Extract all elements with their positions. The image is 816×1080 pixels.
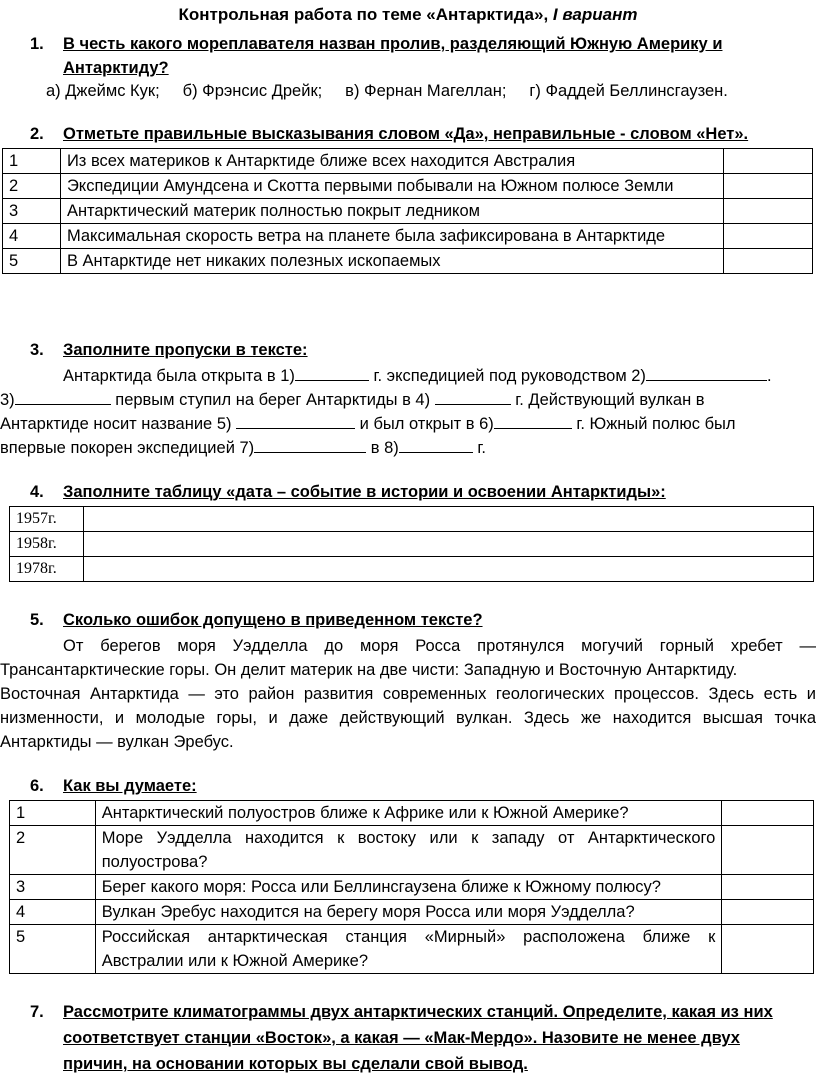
- text-fragment: г. экспедицией под руководством 2): [368, 367, 646, 385]
- q7-number: 7.: [30, 1003, 44, 1021]
- title-main: Контрольная работа по теме «Антарктида»,: [178, 5, 549, 24]
- q7-question-line1: Рассмотрите климатограммы двух антарктических станций. Определите, какая из них: [63, 1003, 773, 1021]
- row-number: 1: [3, 149, 61, 174]
- question-line: Берег какого моря: Росса или Беллинсгаузена ближе к Южному полюсу?: [101, 878, 661, 896]
- text-fragment: 3): [0, 391, 15, 409]
- text-fragment: в 8): [366, 439, 399, 457]
- table-row: [10, 507, 814, 532]
- text-fragment: г. Южный полюс был: [571, 415, 736, 433]
- q1-question-line1: В честь какого мореплавателя назван пролив, разделяющий Южную Америку и: [63, 35, 723, 53]
- statement: Экспедиции Амундсена и Скотта первыми побывали на Южном полюсе Земли: [60, 174, 723, 199]
- blank-1[interactable]: [295, 364, 369, 381]
- answer-cell[interactable]: [722, 875, 814, 900]
- question-line: Антарктический полуостров ближе к Африке или к Южной Америке?: [101, 804, 629, 822]
- blank-5[interactable]: [236, 412, 355, 429]
- row-number: 1: [10, 801, 96, 826]
- q5-text-line2: Трансантарктические горы. Он делит материк на две чисти: Западную и Восточную Антарктиду.: [0, 661, 738, 679]
- text-fragment: Антарктида была открыта в 1): [63, 367, 295, 385]
- table-row: [10, 557, 814, 582]
- question-line: Российская антарктическая станция «Мирный» расположена ближе к: [101, 928, 716, 946]
- question-cell: [95, 801, 722, 826]
- q6-question: Как вы думаете:: [63, 777, 197, 795]
- q7-question-line3: причин, на основании которых вы сделали свой вывод.: [63, 1055, 528, 1073]
- statement: Максимальная скорость ветра на планете была зафиксирована в Антарктиде: [60, 224, 723, 249]
- q3-number: 3.: [30, 341, 44, 359]
- q1-options: а) Джеймс Кук; б) Фрэнсис Дрейк; в) Фернан Магеллан; г) Фаддей Беллинсгаузен.: [46, 82, 728, 100]
- table-row: [10, 801, 814, 826]
- row-number: 2: [3, 174, 61, 199]
- q5-text-line5: Антарктиды — вулкан Эребус.: [0, 733, 234, 751]
- q7-question-line2: соответствует станции «Восток», а какая — «Мак-Мердо». Назовите не менее двух: [63, 1029, 740, 1047]
- answer-cell[interactable]: [722, 826, 814, 875]
- text-fragment: .: [766, 367, 772, 385]
- q4-question: Заполните таблицу «дата – событие в истории и освоении Антарктиды»:: [63, 483, 666, 501]
- text-fragment: и был открыт в 6): [355, 415, 494, 433]
- q4-number: 4.: [30, 483, 44, 501]
- table-row: [3, 149, 813, 174]
- question-cell: [95, 925, 722, 974]
- row-number: 3: [3, 199, 61, 224]
- row-number: 2: [10, 826, 96, 875]
- q3-text-line1: [63, 364, 816, 388]
- q1-number: 1.: [30, 35, 44, 53]
- question-line: Вулкан Эребус находится на берегу моря Росса или моря Уэдделла?: [101, 903, 635, 921]
- title-variant: I вариант: [552, 5, 638, 24]
- q2-number: 2.: [30, 125, 44, 143]
- answer-cell[interactable]: [724, 249, 813, 274]
- table-row: [10, 826, 814, 875]
- question-cell: [95, 875, 722, 900]
- statement: Из всех материков к Антарктиде ближе всех находится Австралия: [60, 149, 723, 174]
- question-line: Море Уэдделла находится к востоку или к западу от Антарктического: [101, 829, 716, 847]
- q2-table: [2, 148, 813, 274]
- blank-4[interactable]: [435, 388, 511, 405]
- text-fragment: г.: [472, 439, 486, 457]
- answer-cell[interactable]: [722, 925, 814, 974]
- date-cell: 1978г.: [10, 557, 84, 582]
- date-cell: 1958г.: [10, 532, 84, 557]
- q6-table: [9, 800, 814, 974]
- event-cell[interactable]: [83, 557, 813, 582]
- blank-8[interactable]: [399, 436, 473, 453]
- q5-text-line4: низменности, и молодые горы, и даже действующий вулкан. Здесь же находится высшая точка: [0, 709, 816, 727]
- question-line: полуострова?: [101, 853, 208, 871]
- page-title: [0, 5, 816, 25]
- row-number: 4: [10, 900, 96, 925]
- table-row: [3, 174, 813, 199]
- answer-cell[interactable]: [724, 199, 813, 224]
- event-cell[interactable]: [83, 532, 813, 557]
- table-row: [3, 224, 813, 249]
- question-cell: [95, 900, 722, 925]
- row-number: 5: [10, 925, 96, 974]
- table-row: [10, 532, 814, 557]
- table-row: [3, 249, 813, 274]
- table-row: [3, 199, 813, 224]
- statement: Антарктический материк полностью покрыт ледником: [60, 199, 723, 224]
- row-number: 3: [10, 875, 96, 900]
- text-fragment: г. Действующий вулкан в: [510, 391, 705, 409]
- q5-question: Сколько ошибок допущено в приведенном тексте?: [63, 611, 483, 629]
- row-number: 5: [3, 249, 61, 274]
- answer-cell[interactable]: [722, 900, 814, 925]
- q3-text-line2: [0, 388, 816, 412]
- blank-2[interactable]: [646, 364, 767, 381]
- q5-text-line1: От берегов моря Уэдделла до моря Росса протянулся могучий горный хребет —: [63, 637, 816, 655]
- row-number: 4: [3, 224, 61, 249]
- answer-cell[interactable]: [724, 174, 813, 199]
- q1-question-line2: Антарктиду?: [63, 59, 169, 77]
- q3-question: Заполните пропуски в тексте:: [63, 341, 308, 359]
- text-fragment: первым ступил на берег Антарктиды в 4): [110, 391, 435, 409]
- q3-text-line4: [0, 436, 486, 460]
- q6-number: 6.: [30, 777, 44, 795]
- table-row: [10, 900, 814, 925]
- table-row: [10, 875, 814, 900]
- statement: В Антарктиде нет никаких полезных ископаемых: [60, 249, 723, 274]
- blank-3[interactable]: [15, 388, 111, 405]
- blank-7[interactable]: [254, 436, 366, 453]
- answer-cell[interactable]: [724, 149, 813, 174]
- event-cell[interactable]: [83, 507, 813, 532]
- blank-6[interactable]: [494, 412, 572, 429]
- text-fragment: впервые покорен экспедицией 7): [0, 439, 255, 457]
- date-cell: 1957г.: [10, 507, 84, 532]
- q5-number: 5.: [30, 611, 44, 629]
- question-cell: [95, 826, 722, 875]
- q2-question: Отметьте правильные высказывания словом «Да», неправильные - словом «Нет».: [63, 125, 749, 143]
- q3-text-line3: [0, 412, 816, 436]
- q5-text-line3: Восточная Антарктида — это район развития современных геологических процессов. Здесь есть и: [0, 685, 816, 703]
- question-line: Австралии или к Южной Америке?: [101, 952, 369, 970]
- text-fragment: Антарктиде носит название 5): [0, 415, 237, 433]
- table-row: [10, 925, 814, 974]
- answer-cell[interactable]: [722, 801, 814, 826]
- q4-table: [9, 506, 814, 582]
- answer-cell[interactable]: [724, 224, 813, 249]
